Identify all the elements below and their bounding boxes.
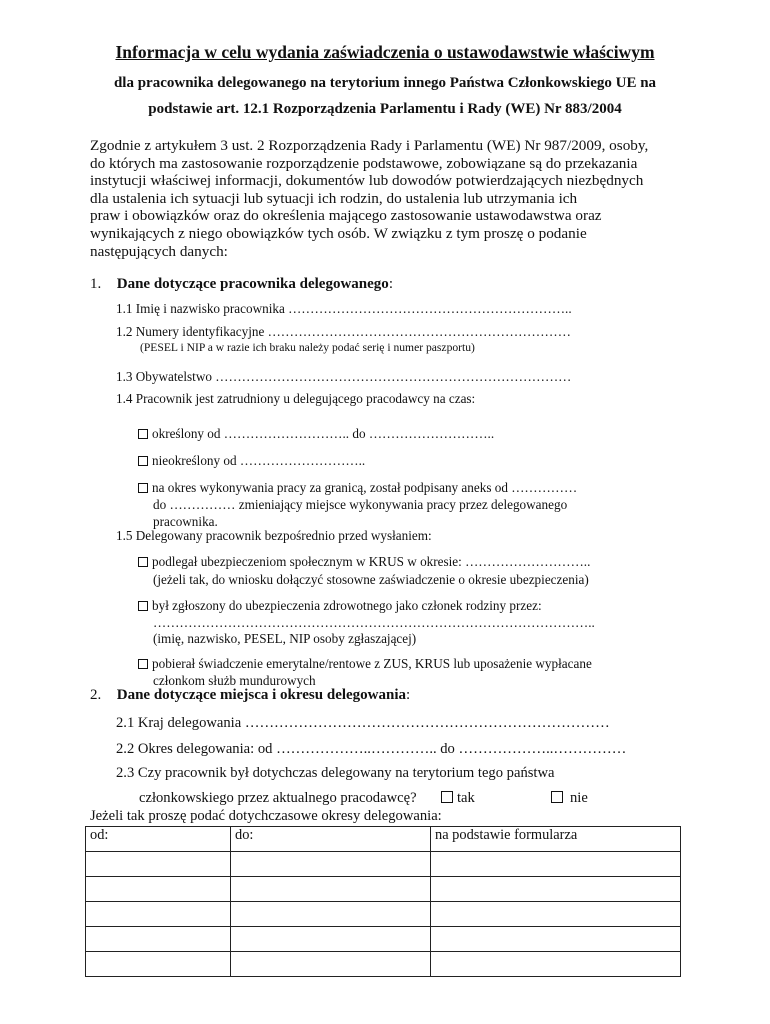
table-row [86,902,681,927]
section-2-number: 2. [90,687,102,703]
cell-form-basis[interactable] [431,852,681,877]
intro-line: do których ma zastosowanie rozporządzenie podstawowe, zobowiązane są do przekazania [90,154,638,172]
previous-periods-label: Jeżeli tak proszę podać dotychczasowe okresy delegowania: [90,808,442,824]
document-subtitle-line-2: podstawie art. 12.1 Rozporządzenia Parlamentu i Rady (WE) Nr 883/2004 [148,101,622,117]
table-row [86,877,681,902]
no-checkbox[interactable] [551,791,563,803]
table-row [86,927,681,952]
field-posting-country[interactable]: 2.1 Kraj delegowania ………………………………………………………………… [116,715,610,731]
indefinite-term-checkbox[interactable] [138,456,148,466]
work-abroad-label-line-2: do …………… zmieniający miejsce wykonywania pracy przez delegowanego [153,497,568,512]
option-yes [441,790,475,807]
section-1-colon: : [388,276,393,292]
krus-insurance-note: (jeżeli tak, do wniosku dołączyć stosowne zaświadczenie o okresie ubezpieczenia) [153,572,589,587]
intro-line: Zgodnie z artykułem 3 ust. 2 Rozporządzenia Rady i Parlamentu (WE) Nr 987/2009, osoby, [90,137,649,154]
previous-posting-question-line-1: 2.3 Czy pracownik był dotychczas delegowany na terytorium tego państwa [116,765,555,781]
option-krus-insurance [138,554,590,570]
family-health-insurance-checkbox[interactable] [138,601,148,611]
family-health-insurance-label: był zgłoszony do ubezpieczenia zdrowotnego jako członek rodziny przez: [152,598,542,613]
pension-benefit-label-line-2: członkom służb mundurowych [153,673,316,688]
cell-to[interactable] [231,902,431,927]
intro-line: dla ustalenia ich sytuacji lub sytuacji ich rodzin, do ustalenia lub utrzymania ich [90,189,578,207]
fixed-term-label: określony od ……………………….. do ……………………….. [152,426,495,441]
section-2-heading [90,687,410,704]
pre-posting-status-label: 1.5 Delegowany pracownik bezpośrednio przed wysłaniem: [116,528,432,543]
field-posting-period[interactable]: 2.2 Okres delegowania: od ………………..………….. do ………………..…………… [116,741,627,757]
krus-insurance-label: podlegał ubezpieczeniom społecznym w KRUS w okresie: ……………………….. [152,554,591,569]
intro-line: instytucji właściwej informacji, dokumentów lub dowodów potwierdzających niezbędnych [90,172,644,190]
pension-benefit-label: pobierał świadczenie emerytalne/rentowe z ZUS, KRUS lub uposażenie wypłacane [152,656,592,671]
cell-from[interactable] [86,877,231,902]
document-subtitle-line-1: dla pracownika delegowanego na terytorium innego Państwa Członkowskiego UE na [113,75,657,91]
document-title: Informacja w celu wydania zaświadczenia o ustawodawstwie właściwym [115,42,655,62]
field-citizenship[interactable]: 1.3 Obywatelstwo ……………………………………………………………………… [116,369,572,384]
section-1-title: Dane dotyczące pracownika delegowanego [116,276,389,292]
cell-to[interactable] [231,952,431,977]
cell-from[interactable] [86,852,231,877]
cell-from[interactable] [86,952,231,977]
krus-insurance-checkbox[interactable] [138,557,148,567]
yes-label: tak [457,790,475,806]
yes-checkbox[interactable] [441,791,453,803]
section-1-heading [90,276,393,293]
field-employee-name[interactable]: 1.1 Imię i nazwisko pracownika ……………………………………………………….. [116,301,572,316]
cell-form-basis[interactable] [431,902,681,927]
cell-to[interactable] [231,852,431,877]
intro-line: następujących danych: [90,242,228,260]
intro-paragraph [90,137,680,260]
family-insurer-note: (imię, nazwisko, PESEL, NIP osoby zgłaszającej) [153,631,417,646]
previous-periods-table [85,826,681,977]
cell-form-basis[interactable] [431,952,681,977]
option-indefinite-term [138,453,365,469]
header-from: od: [86,827,231,852]
header-form-basis: na podstawie formularza [431,827,681,852]
work-abroad-label-line-3: pracownika. [153,514,218,529]
indefinite-term-label: nieokreślony od ……………………….. [152,453,366,468]
intro-line: praw i obowiązków oraz do określenia mającego zastosowanie ustawodawstwa oraz [90,207,602,225]
work-abroad-label: na okres wykonywania pracy za granicą, został podpisany aneks od …………… [152,480,578,495]
pension-benefit-checkbox[interactable] [138,659,148,669]
fixed-term-checkbox[interactable] [138,429,148,439]
employment-period-label: 1.4 Pracownik jest zatrudniony u delegującego pracodawcy na czas: [116,391,476,406]
section-2-title: Dane dotyczące miejsca i okresu delegowania [116,687,407,703]
identification-note: (PESEL i NIP a w razie ich braku należy podać serię i numer paszportu) [140,341,475,354]
field-family-insurer[interactable]: ……………………………………………………………………………………….. [153,615,595,630]
option-family-health-insurance [138,598,542,614]
option-no [551,790,588,807]
table-row [86,952,681,977]
cell-to[interactable] [231,877,431,902]
section-1-number: 1. [90,276,102,292]
cell-form-basis[interactable] [431,877,681,902]
cell-to[interactable] [231,927,431,952]
option-pension-benefit [138,656,592,672]
cell-form-basis[interactable] [431,927,681,952]
cell-from[interactable] [86,927,231,952]
table-row [86,852,681,877]
no-label: nie [570,790,588,806]
field-identification-numbers[interactable]: 1.2 Numery identyfikacyjne …………………………………………………………… [116,324,571,339]
header-to: do: [231,827,431,852]
cell-from[interactable] [86,902,231,927]
previous-posting-question-line-2: członkowskiego przez aktualnego pracodawcę? [139,790,417,806]
table-header-row [86,827,681,852]
section-2-colon: : [406,687,411,703]
option-work-abroad [138,480,577,496]
option-fixed-term [138,426,494,442]
intro-line: wynikających z niego obowiązków tych osób. W związku z tym proszę o podanie [90,224,587,242]
work-abroad-checkbox[interactable] [138,483,148,493]
